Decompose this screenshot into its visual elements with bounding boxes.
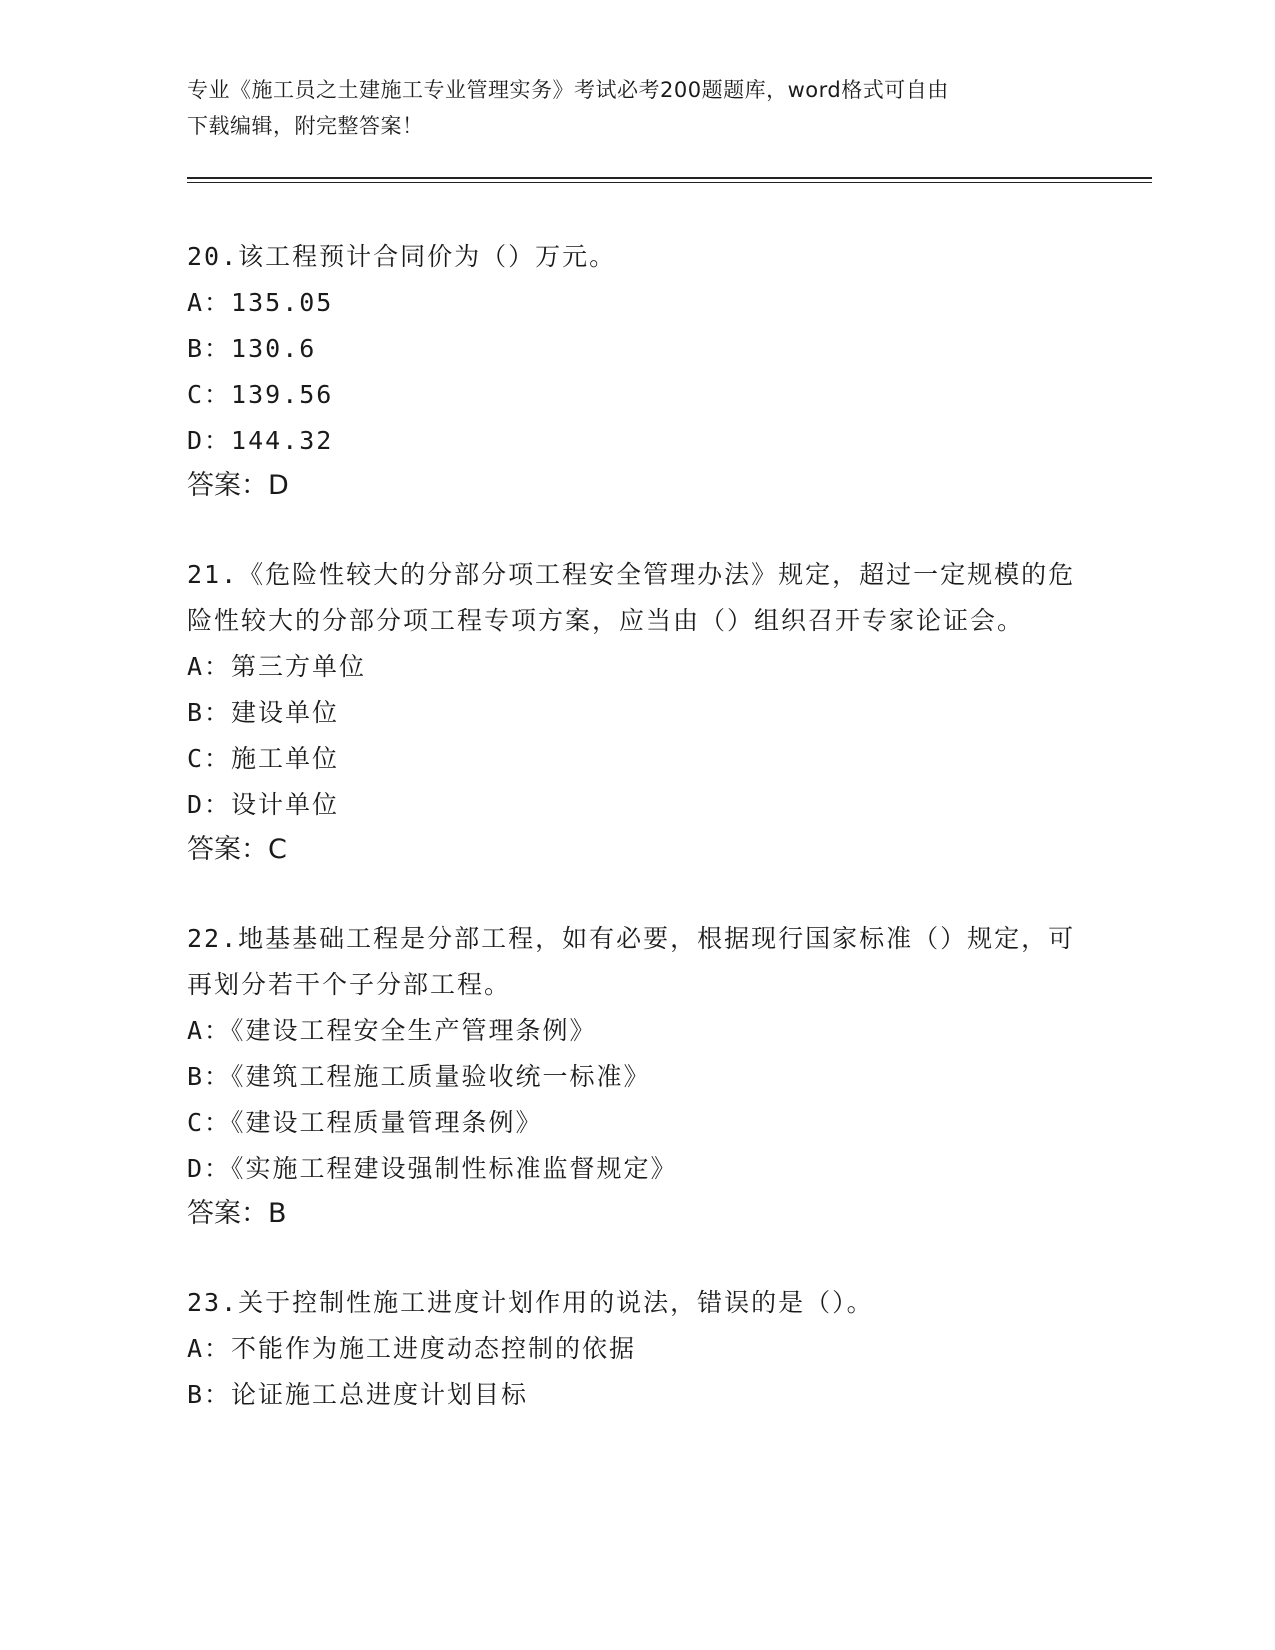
option-c: C：139.56 [187, 380, 334, 409]
question-list [187, 234, 1087, 1462]
option-b: B：建设单位 [187, 698, 340, 727]
question-stem: 20.该工程预计合同价为（）万元。 [187, 242, 617, 271]
option-b: B：论证施工总进度计划目标 [187, 1380, 529, 1409]
option-d: D：设计单位 [187, 790, 340, 819]
question-stem: 21.《危险性较大的分部分项工程安全管理办法》规定，超过一定规模的危险性较大的分部分项工程专项方案，应当由（）组织召开专家论证会。 [187, 560, 1076, 635]
header-divider-thick [187, 177, 1152, 179]
question-21 [187, 552, 1087, 872]
option-a: A：135.05 [187, 288, 334, 317]
question-20 [187, 234, 1087, 508]
option-a: A：第三方单位 [187, 652, 367, 681]
option-b: B：130.6 [187, 334, 317, 363]
option-b: B：《建筑工程施工质量验收统一标准》 [187, 1062, 651, 1091]
question-22 [187, 916, 1087, 1236]
option-c: C：施工单位 [187, 744, 340, 773]
header-line-2: 下载编辑，附完整答案！ [187, 114, 424, 138]
header-line-1: 专业《施工员之土建施工专业管理实务》考试必考200题题库，word格式可自由 [187, 78, 949, 102]
answer: 答案：D [187, 470, 289, 501]
option-a: A：不能作为施工进度动态控制的依据 [187, 1334, 637, 1363]
answer: 答案：C [187, 834, 287, 865]
header-divider-thin [187, 182, 1152, 183]
question-stem: 23.关于控制性施工进度计划作用的说法，错误的是（）。 [187, 1288, 874, 1317]
option-d: D：《实施工程建设强制性标准监督规定》 [187, 1154, 678, 1183]
question-stem: 22.地基基础工程是分部工程，如有必要，根据现行国家标准（）规定，可再划分若干个子分部工程。 [187, 924, 1076, 999]
option-c: C：《建设工程质量管理条例》 [187, 1108, 543, 1137]
option-a: A：《建设工程安全生产管理条例》 [187, 1016, 597, 1045]
option-d: D：144.32 [187, 426, 334, 455]
question-23 [187, 1280, 1087, 1418]
document-header [187, 72, 1087, 144]
answer: 答案：B [187, 1198, 287, 1229]
